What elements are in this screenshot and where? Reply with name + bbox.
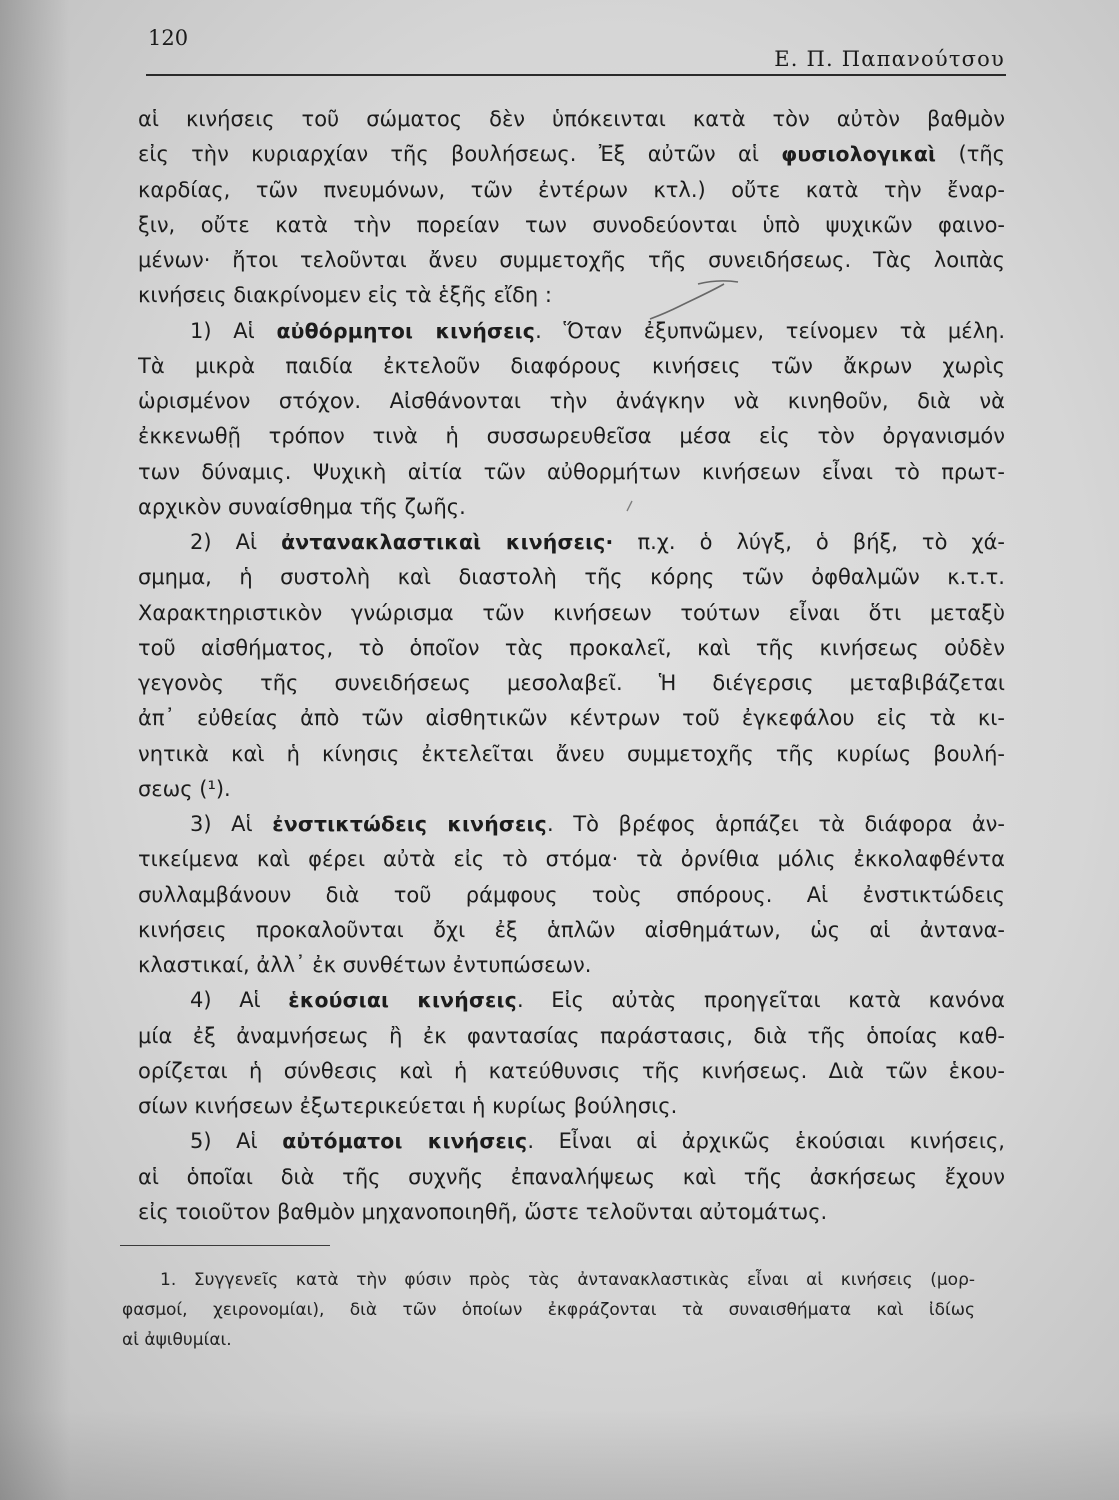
text-line: σμημα, ἡ συστολὴ καὶ διαστολὴ τῆς κόρης τῶν ὀφθαλμῶν κ.τ.τ. xyxy=(138,565,1005,590)
text-line: εἰς τοιοῦτον βαθμὸν μηχανοποιηθῆ, ὥστε τελοῦνται αὐτομάτως. xyxy=(138,1199,828,1224)
text-run: 2) Αἱ xyxy=(190,530,282,554)
footnote-line: αἱ ἀψιθυμίαι. xyxy=(122,1330,232,1350)
text-line xyxy=(138,807,1005,842)
text-line: ἐκκενωθῇ τρόπον τινὰ ἡ συσσωρευθεῖσα μέσα εἰς τὸν ὀργανισμόν xyxy=(138,424,1005,449)
pencil-tick xyxy=(622,498,636,516)
footnote xyxy=(122,1265,975,1355)
text-line: κινήσεις διακρίνομεν εἰς τὰ ἑξῆς εἴδη : xyxy=(138,283,552,308)
text-run: (τῆς xyxy=(936,142,1005,167)
running-head-author: Ε. Π. Παπανούτσου xyxy=(774,47,1005,71)
text-line: σεως (¹). xyxy=(138,776,231,801)
page-number: 120 xyxy=(148,26,189,50)
pencil-mark xyxy=(640,272,750,332)
text-line: ξιν, οὔτε κατὰ τὴν πορείαν των συνοδεύονται ὑπὸ ψυχικῶν φαινο- xyxy=(138,212,1005,237)
text-line: ἀπ᾿ εὐθείας ἀπὸ τῶν αἰσθητικῶν κέντρων τοῦ ἐγκεφάλου εἰς τὰ κι- xyxy=(138,706,1005,731)
bold-term: ἀντανακλαστικαὶ κινήσεις· xyxy=(281,530,614,554)
text-run: εἰς τὴν κυριαρχίαν τῆς βουλήσεως. Ἐξ αὐτῶν αἱ xyxy=(138,142,782,167)
text-line xyxy=(138,1124,1005,1159)
text-line: αἱ ὁποῖαι διὰ τῆς συχνῆς ἐπαναλήψεως καὶ τῆς ἀσκήσεως ἔχουν xyxy=(138,1164,1005,1189)
text-line: κινήσεις προκαλοῦνται ὄχι ἐξ ἁπλῶν αἰσθημάτων, ὡς αἱ ἀντανα- xyxy=(138,917,1005,942)
text-run: . Ὅταν ἐξυπνῶμεν, τείνομεν τὰ μέλη. xyxy=(535,318,1005,343)
footnote-line: φασμοί, χειρονομίαι), διὰ τῶν ὁποίων ἐκφράζονται τὰ συναισθήματα καὶ ἰδίως xyxy=(122,1300,975,1320)
main-text xyxy=(138,102,1005,1230)
text-run: π.χ. ὁ λύγξ, ὁ βήξ, τὸ χά- xyxy=(613,530,1005,554)
text-line: γεγονὸς τῆς συνειδήσεως μεσολαβεῖ. Ἡ διέγερσις μεταβιβάζεται xyxy=(138,671,1005,695)
text-line xyxy=(138,983,1005,1018)
text-line: τικείμενα καὶ φέρει αὐτὰ εἰς τὸ στόμα· τὰ ὀρνίθια μόλις ἐκκολαφθέντα xyxy=(138,847,1005,872)
text-run: 3) Αἱ xyxy=(190,812,273,836)
bold-term: φυσιολογικαὶ xyxy=(781,142,937,167)
bold-term: ἐνστικτώδεις κινήσεις xyxy=(272,812,547,836)
text-line xyxy=(138,314,1005,349)
text-line: ὡρισμένον στόχον. Αἰσθάνονται τὴν ἀνάγκην νὰ κινηθοῦν, διὰ νὰ xyxy=(138,389,1005,413)
text-run: 5) Αἱ xyxy=(190,1129,283,1154)
text-line: σίων κινήσεων ἐξωτερικεύεται ἡ κυρίως βούλησις. xyxy=(138,1094,678,1118)
text-line: μένων· ἤτοι τελοῦνται ἄνευ συμμετοχῆς τῆς συνειδήσεως. Τὰς λοιπὰς xyxy=(138,248,1005,272)
text-line: αρχικὸν συναίσθημα τῆς ζωῆς. xyxy=(138,494,466,519)
text-line: ορίζεται ἡ σύνθεσις καὶ ἡ κατεύθυνσις τῆς κινήσεως. Διὰ τῶν ἑκου- xyxy=(138,1058,1005,1083)
text-run: . Εἰς αὐτὰς προηγεῖται κατὰ κανόνα xyxy=(516,988,1005,1013)
text-run: 1) Αἱ xyxy=(190,318,277,343)
text-line: τοῦ αἰσθήματος, τὸ ὁποῖον τὰς προκαλεῖ, καὶ τῆς κινήσεως οὐδὲν xyxy=(138,635,1005,660)
text-line: αἱ κινήσεις τοῦ σώματος δὲν ὑπόκεινται κατὰ τὸν αὐτὸν βαθμὸν xyxy=(138,107,1005,131)
bold-term: αὐθόρμητοι κινήσεις xyxy=(276,318,536,343)
text-run: . Τὸ βρέφος ἁρπάζει τὰ διάφορα ἀν- xyxy=(546,812,1005,836)
text-line: Χαρακτηριστικὸν γνώρισμα τῶν κινήσεων τούτων εἶναι ὅτι μεταξὺ xyxy=(138,600,1005,625)
bold-term: αὐτόματοι κινήσεις xyxy=(282,1129,528,1154)
text-line: συλλαμβάνουν διὰ τοῦ ράμφους τοὺς σπόρους. Αἱ ἐνστικτώδεις xyxy=(138,882,1005,907)
text-line: νητικὰ καὶ ἡ κίνησις ἐκτελεῖται ἄνευ συμμετοχῆς τῆς κυρίως βουλή- xyxy=(138,741,1005,766)
text-line: των δύναμις. Ψυχικὴ αἰτία τῶν αὐθορμήτων κινήσεων εἶναι τὸ πρωτ- xyxy=(138,459,1005,484)
text-line xyxy=(138,525,1005,560)
footnote-line: 1. Συγγενεῖς κατὰ τὴν φύσιν πρὸς τὰς ἀντανακλαστικὰς εἶναι αἱ κινήσεις (μορ- xyxy=(160,1270,975,1290)
text-run: . Εἶναι αἱ ἀρχικῶς ἑκούσιαι κινήσεις, xyxy=(527,1129,1005,1154)
text-run: 4) Αἱ xyxy=(190,988,289,1013)
header-rule xyxy=(146,74,1006,76)
text-line: κλαστικαί, ἀλλ᾿ ἐκ συνθέτων ἐντυπώσεων. xyxy=(138,953,592,977)
footnote-rule xyxy=(120,1245,330,1246)
text-line xyxy=(138,137,1005,172)
bold-term: ἑκούσιαι κινήσεις xyxy=(288,988,517,1013)
text-line: καρδίας, τῶν πνευμόνων, τῶν ἐντέρων κτλ.) οὔτε κατὰ τὴν ἔναρ- xyxy=(138,177,1005,202)
text-line: μία ἐξ ἀναμνήσεως ἢ ἐκ φαντασίας παράστασις, διὰ τῆς ὁποίας καθ- xyxy=(138,1023,1005,1048)
text-line: Τὰ μικρὰ παιδία ἐκτελοῦν διαφόρους κινήσεις τῶν ἄκρων χωρὶς xyxy=(138,353,1005,378)
